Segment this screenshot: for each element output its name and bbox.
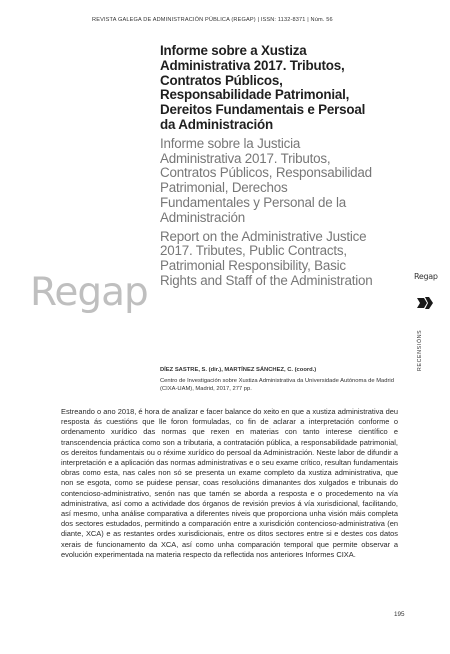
author-names: DÍEZ SASTRE, S. (dir.), MARTÍNEZ SÁNCHEZ, C. (coord.) xyxy=(160,367,317,373)
body-text: Estreando o ano 2018, é hora de analizar e facer balance do xeito en que a xustiza administrativa deu resposta ás cuestións que lle foron formuladas, co fin de aclarar a interpretación conforme o ordenamento xurídico das normas que rexen en materias con tanto interese científico e transcendencia práctica como son a tributaria, a contratación pública, a responsabilidade patrimonial, os dereitos fundamentais ou o réxime xurídico do persoal da Administración. Neste labor de difundir a interpretación e a aplicación das normas administrativas e o seu exame crítico, resultan fundamentais obras como esta, nas cales non só se presenta un exame completo da xustiza administrativa, que non se esgota, como se puidese pensar, coas resolucións dimanantes dos xulgados e tribunais do contencioso-administrativo, senón nas que tamén se aborda a resposta e o procedemento na vía administrativa, así como a actividade dos órganos de revisión previos á vía xurisdicional, facilitando, así mesmo, unha análise comparativa a diferentes niveis que proporciona unha visión máis completa dos sectores estudados, permitindo a comparación entre a xurisdición contencioso-administrativa (en diante, XCA) e as restantes ordes xurisdicionais, entre os ditos sectores entre si e destes cos datos xerais de funcionamento da XCA, así como unha comparación temporal que permite observar a evolución experimentada na materia respecto da reflectida nos anteriores Informes CIXA. xyxy=(61,407,398,559)
journal-header: REVISTA GALEGA DE ADMINISTRACIÓN PÚBLICA (REGAP) | ISSN: 1132-8371 | Núm. 56 xyxy=(92,17,333,23)
title-galician: Informe sobre a Xustiza Administrativa 2017. Tributos, Contratos Públicos, Responsabilidade Patrimonial, Dereitos Fundamentais e Persoal da Administración xyxy=(160,43,366,132)
regap-logo: Regap xyxy=(30,270,148,315)
title-spanish: Informe sobre la Justicia Administrativa 2017. Tributos, Contratos Públicos, Responsabilidad Patrimonial, Derechos Fundamentales y Personal de la Administración xyxy=(160,135,372,225)
title-block xyxy=(160,44,380,289)
page-number: 195 xyxy=(394,611,405,618)
side-regap-logo: Regap xyxy=(414,272,438,281)
affiliation: Centro de Investigación sobre Xustiza Administrativa da Universidade Autónoma de Madrid (CIXA-UAM), Madrid, 2017, 277 pp. xyxy=(160,378,394,392)
section-label xyxy=(415,323,425,373)
regap-emblem-icon xyxy=(416,295,434,311)
title-english: Report on the Administrative Justice 2017. Tributes, Public Contracts, Patrimonial Responsibility, Basic Rights and Staff of the Administration xyxy=(160,228,373,288)
authors xyxy=(160,366,410,374)
section-label-text: RECENSIÓNS xyxy=(417,329,423,371)
